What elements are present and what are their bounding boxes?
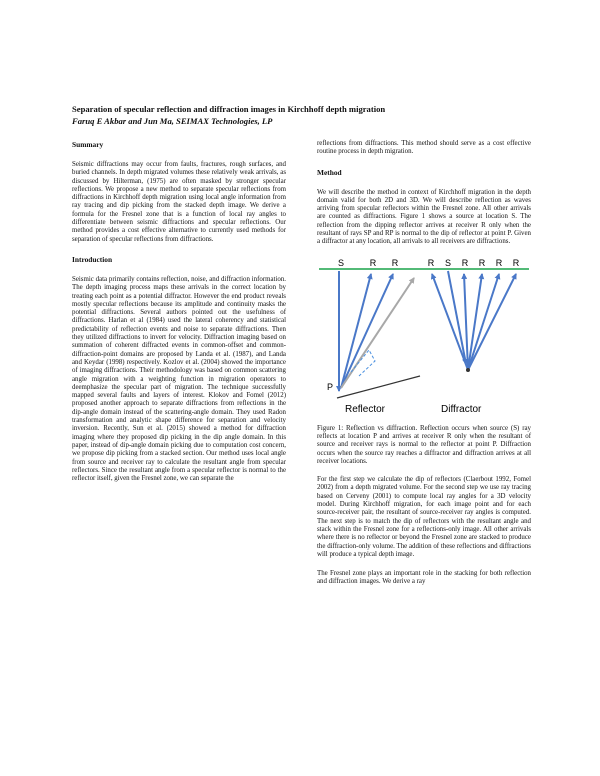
reflector-label: Reflector: [345, 403, 386, 415]
diffraction-ray-1: [432, 274, 468, 370]
paper-authors: Faruq E Akbar and Jun Ma, SEIMAX Technologies, LP: [72, 116, 273, 126]
right-label-5: R: [495, 257, 503, 268]
diffraction-ray-4: [468, 274, 499, 370]
introduction-continuation: reflections from diffractions. This method should serve as a cost effective routine process in depth migration.: [317, 140, 531, 156]
introduction-text: Seismic data primarily contains reflection, noise, and diffraction information. The depth imaging process maps these arrivals in the correct location by treating each point as a potential diffractor. However the end product reveals mostly specular reflections because its amplitude and continuity masks the potential diffractions. Several authors pointed out the usefulness of diffractions. Harlan et al (1984) used the lateral coherency and statistical predictability of reflection events and noise to separate diffractions. Then they utilized diffractions to invert for velocity. Diffraction imaging based on summation of coherent diffracted events in common-offset and common-diffraction-point domains are proposed by Landa et al. (1987), and Landa and Keydar (1998) respectively. Kozlov et al. (2004) showed the importance of imaging diffractions. Their methodology was based on common scattering angle migration with a weighting function in migration operators to deemphasize the specular part of migration. The technique successfully mapped several faults and layers of interest. Klokov and Fomel (2012) proposed another approach to separate diffractions from reflections in the dip-angle domain instead of the scattering-angle domain. They used Radon transformation and analytic shape difference for separation and velocity inversion. Recently, Sun et al. (2015) showed a method for diffraction imaging where they proposed dip picking in the dip angle domain. In this paper, instead of dip-angle domain picking due to computation cost concern, we propose dip picking from a stacked section. Our method uses local angle from source and receiver ray to calculate the resultant angle from specular reflectors. Since the resultant angle from a specular reflector is normal to the reflector itself, given the Fresnel zone, we can separate the: [72, 275, 286, 483]
diffractor-point: [466, 368, 470, 372]
paper-title: Separation of specular reflection and diffraction images in Kirchhoff depth migration: [72, 104, 386, 114]
summary-heading: Summary: [72, 140, 104, 149]
right-label-6: R: [512, 257, 520, 268]
diffractor-label: Diffractor: [441, 403, 482, 415]
right-label-1: R: [427, 257, 435, 268]
figure-1-diagram: [317, 258, 531, 416]
point-label: P: [327, 381, 334, 392]
left-column: [72, 140, 286, 494]
right-column: [317, 140, 531, 598]
method-paragraph-2: For the first step we calculate the dip of reflectors (Claerbout 1992, Fomel 2002) from a depth migrated volume. For the second step we use ray tracing based on Cerveny (2001) to compute local ray angles for a 3D velocity model. During Kirchhoff migration, for each image point and for each source-receiver pair, the resultant of source-receiver ray angles is computed. The next step is to match the dip of reflectors with the resultant angle and stack within the Fresnel zone for a reflections-only image. All other arrivals where there is no reflector or beyond the Fresnel zone are stacked to produce the diffraction-only volume. The addition of these reflections and diffractions will produce a typical depth image.: [317, 476, 531, 558]
reflector-line: [337, 376, 420, 398]
summary-text: Seismic diffractions may occur from faults, fractures, rough surfaces, and buried channels. In depth migrated volumes these relatively weak arrivals, as discussed by Hilterman, (1975) are often masked by stronger specular reflections. We propose a new method to separate specular reflections from diffractions in Kirchhoff depth migration using local angle information from ray tracing and dip picking from the stacked depth image. We derive a formula for the Fresnel zone that is a function of local ray angles to differentiate between seismic diffractions and specular reflections. Our method provides a cost effective alternative to currently used methods for separation of specular reflections from diffractions.: [72, 161, 286, 243]
figure-1-caption: Figure 1: Reflection vs diffraction. Reflection occurs when source (S) ray reflects at location P and arrives at receiver R only when the resultant of source and receiver rays is normal to the reflector at point P. Diffraction occurs when the source ray reaches a diffractor and diffraction arrives at all receiver locations.: [317, 424, 531, 465]
left-label-r2: R: [391, 257, 399, 268]
right-label-3: R: [461, 257, 469, 268]
right-label-4: R: [478, 257, 486, 268]
left-label-r1: R: [369, 257, 377, 268]
right-label-2: S: [444, 257, 452, 268]
introduction-heading: Introduction: [72, 254, 113, 264]
left-label-s: S: [337, 257, 345, 268]
method-paragraph-3: The Fresnel zone plays an important role in the stacking for both reflection and diffraction images. We derive a ray: [317, 570, 531, 586]
method-heading: Method: [317, 167, 342, 177]
method-paragraph-1: We will describe the method in context of Kirchhoff migration in the depth domain valid for both 2D and 3D. We will describe reflection as waves arriving from specular reflectors within the Fresnel zone. All other arrivals are counted as diffractions. Figure 1 shows a source at location S. The reflection from the dipping reflector arrives at receiver R only when the resultant of rays SP and RP is normal to the dip of reflector at point P. Given a diffractor at any location, all arrivals to all receivers are diffractions.: [317, 188, 531, 246]
figure-1: [317, 258, 531, 416]
diffraction-source-ray: [448, 271, 466, 364]
